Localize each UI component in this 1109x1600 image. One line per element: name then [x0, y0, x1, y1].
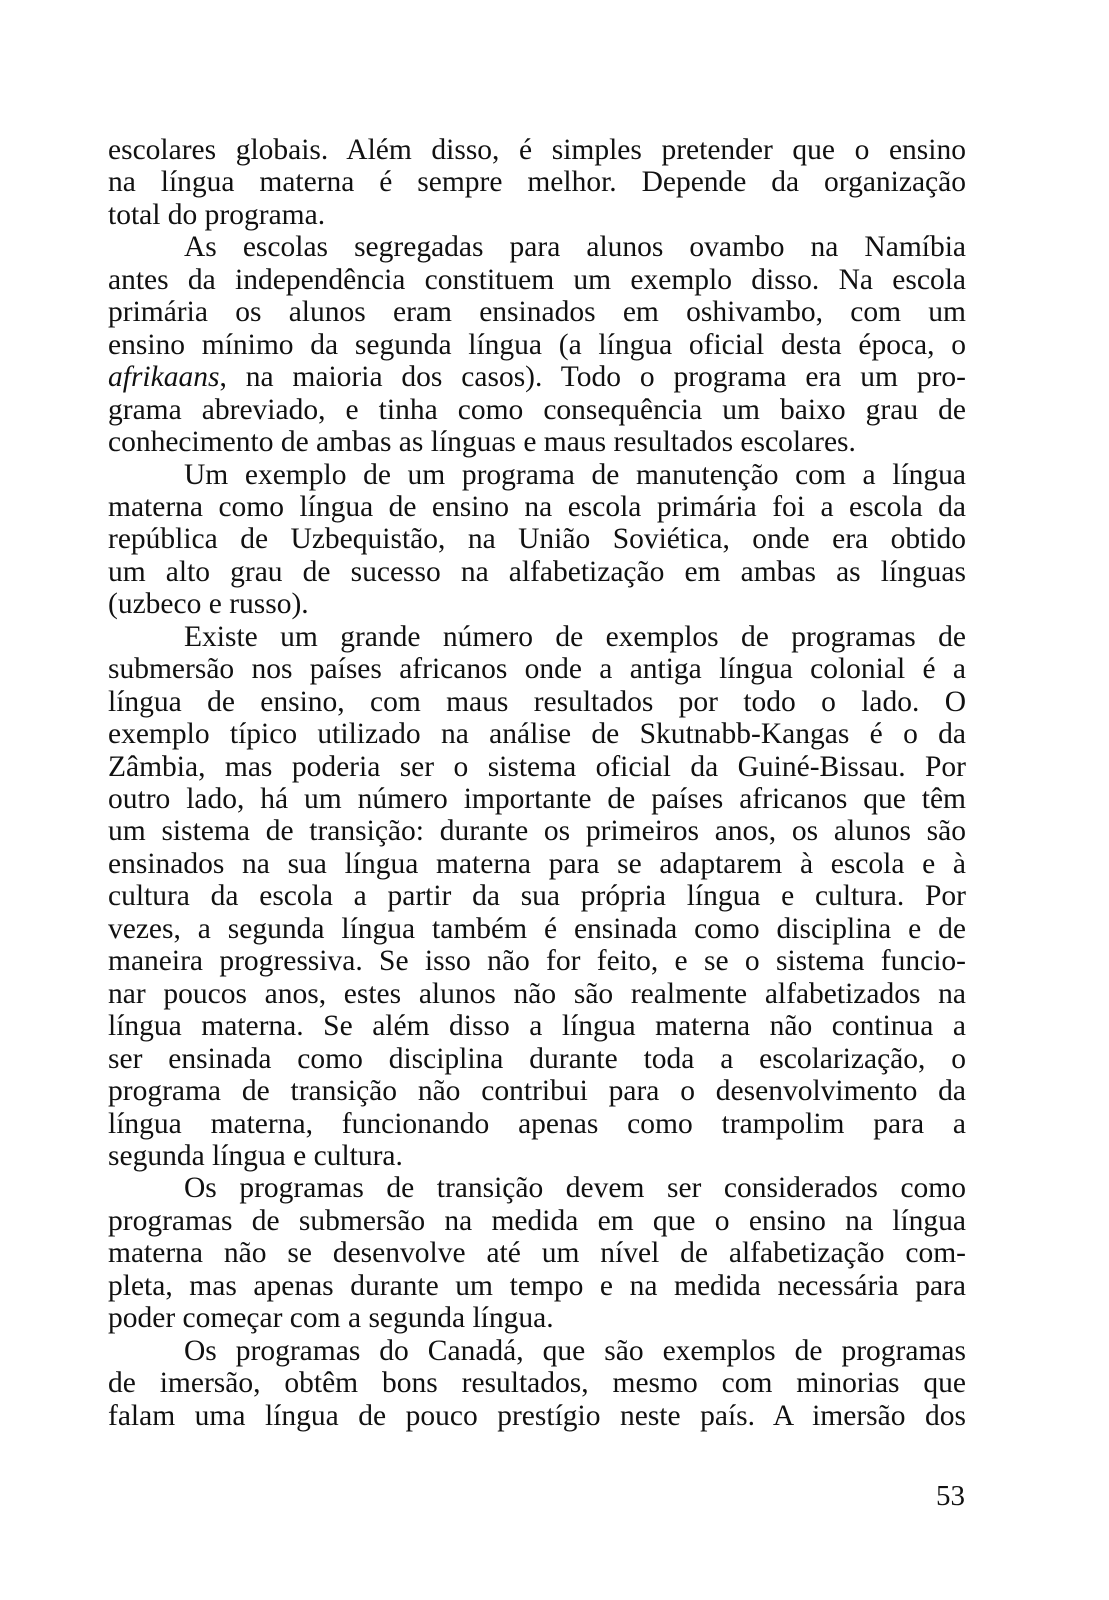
- text-line: materna não se desenvolve até um nível de alfabetização com-: [108, 1237, 966, 1270]
- text-line: de imersão, obtêm bons resultados, mesmo com minorias que: [108, 1367, 966, 1400]
- text-line: Os programas do Canadá, que são exemplos de programas: [184, 1334, 966, 1367]
- text-line: república de Uzbequistão, na União Soviética, onde era obtido: [108, 523, 966, 556]
- text-line: [108, 361, 966, 394]
- text-line: língua materna, funcionando apenas como trampolim para a: [108, 1107, 966, 1140]
- text-line: grama abreviado, e tinha como consequência um baixo grau de: [108, 393, 966, 426]
- text-line: um alto grau de sucesso na alfabetização em ambas as línguas: [108, 555, 966, 588]
- page-number: 53: [936, 1480, 965, 1512]
- text-line: vezes, a segunda língua também é ensinada como disciplina e de: [108, 912, 966, 945]
- text-line: língua de ensino, com maus resultados por todo o lado. O: [108, 685, 966, 718]
- text-line: programa de transição não contribui para o desenvolvimento da: [108, 1075, 966, 1108]
- text-line: (uzbeco e russo).: [108, 588, 309, 621]
- text-line: outro lado, há um número importante de países africanos que têm: [108, 783, 966, 815]
- text-line: maneira progressiva. Se isso não for feito, e se o sistema funcio-: [108, 945, 966, 978]
- text-line: pleta, mas apenas durante um tempo e na medida necessária para: [108, 1269, 966, 1302]
- text-line: poder começar com a segunda língua.: [108, 1302, 554, 1335]
- text-line: As escolas segregadas para alunos ovambo na Namíbia: [184, 231, 966, 264]
- text-line: primária os alunos eram ensinados em oshivambo, com um: [108, 296, 966, 329]
- text-line: nar poucos anos, estes alunos não são realmente alfabetizados na: [108, 977, 966, 1010]
- text-line: segunda língua e cultura.: [108, 1139, 403, 1172]
- text-line: na língua materna é sempre melhor. Depende da organização: [108, 166, 966, 199]
- text-line: Um exemplo de um programa de manutenção com a língua: [184, 458, 966, 491]
- text-line: falam uma língua de pouco prestígio neste país. A imersão dos: [108, 1399, 966, 1432]
- text-line: exemplo típico utilizado na análise de Skutnabb-Kangas é o da: [108, 718, 966, 751]
- text-line: ensino mínimo da segunda língua (a língua oficial desta época, o: [108, 328, 966, 361]
- text-line: ser ensinada como disciplina durante toda a escolarização, o: [108, 1042, 966, 1075]
- text-line: Existe um grande número de exemplos de programas de: [184, 620, 966, 653]
- text-line: língua materna. Se além disso a língua materna não continua a: [108, 1010, 966, 1043]
- line-text: , na maioria dos casos). Todo o programa era um pro-: [219, 361, 966, 394]
- text-line: ensinados na sua língua materna para se adaptarem à escola e à: [108, 847, 966, 880]
- italic-term: afrikaans: [108, 361, 220, 394]
- text-line: submersão nos países africanos onde a antiga língua colonial é a: [108, 653, 966, 686]
- text-line: conhecimento de ambas as línguas e maus resultados escolares.: [108, 426, 856, 459]
- text-line: total do programa.: [108, 198, 326, 231]
- text-line: Zâmbia, mas poderia ser o sistema oficial da Guiné-Bissau. Por: [108, 750, 966, 783]
- text-line: antes da independência constituem um exemplo disso. Na escola: [108, 263, 966, 296]
- text-line: escolares globais. Além disso, é simples pretender que o ensino: [108, 134, 966, 166]
- text-line: cultura da escola a partir da sua própria língua e cultura. Por: [108, 880, 966, 913]
- text-line: programas de submersão na medida em que o ensino na língua: [108, 1204, 966, 1237]
- text-line: um sistema de transição: durante os primeiros anos, os alunos são: [108, 815, 966, 848]
- text-line: materna como língua de ensino na escola primária foi a escola da: [108, 490, 966, 523]
- text-line: Os programas de transição devem ser considerados como: [184, 1172, 966, 1205]
